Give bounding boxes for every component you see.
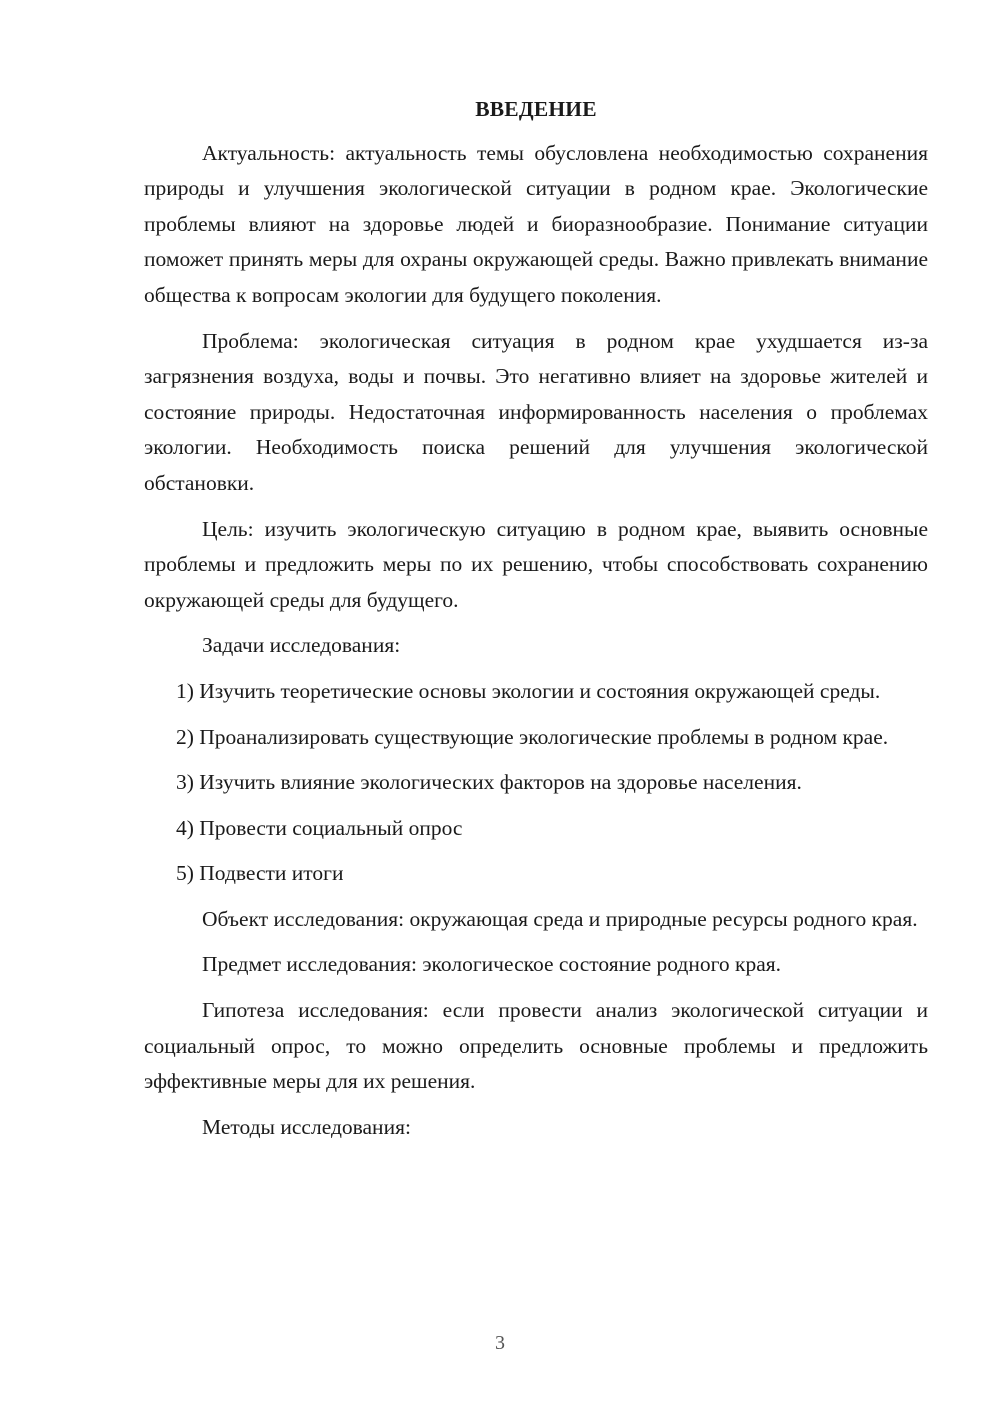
problem-paragraph: Проблема: экологическая ситуация в родном крае ухудшается из-за загрязнения воздуха, воды и почвы. Это негативно влияет на здоровье жителей и состояние природы. Недостаточная информированность населения о проблемах экологии. Необходимость поиска решений для улучшения экологической обстановки. xyxy=(144,328,928,495)
task-item-2: 2) Проанализировать существующие экологические проблемы в родном крае. xyxy=(176,724,889,749)
page-number: 3 xyxy=(495,1332,505,1354)
relevance-paragraph: Актуальность: актуальность темы обусловлена необходимостью сохранения природы и улучшения экологической ситуации в родном крае. Экологические проблемы влияют на здоровье людей и биоразнообразие. Понимание ситуации поможет принять меры для охраны окружающей среды. Важно привлекать внимание общества к вопросам экологии для будущего поколения. xyxy=(144,140,928,307)
task-item-4: 4) Провести социальный опрос xyxy=(176,815,463,840)
document-page xyxy=(144,92,928,1155)
task-item-3: 3) Изучить влияние экологических факторов на здоровье населения. xyxy=(176,770,802,795)
object-paragraph: Объект исследования: окружающая среда и природные ресурсы родного края. xyxy=(202,906,918,931)
goal-paragraph: Цель: изучить экологическую ситуацию в родном крае, выявить основные проблемы и предложить меры по их решению, чтобы способствовать сохранению окружающей среды для будущего. xyxy=(144,516,928,612)
subject-paragraph: Предмет исследования: экологическое состояние родного края. xyxy=(202,952,782,977)
hypothesis-paragraph: Гипотеза исследования: если провести анализ экологической ситуации и социальный опрос, то можно определить основные проблемы и предложить эффективные меры для их решения. xyxy=(144,998,928,1094)
methods-heading: Методы исследования: xyxy=(202,1114,411,1139)
tasks-heading: Задачи исследования: xyxy=(202,633,401,658)
task-item-1: 1) Изучить теоретические основы экологии и состояния окружающей среды. xyxy=(176,678,881,703)
task-item-5: 5) Подвести итоги xyxy=(176,861,344,886)
section-title: ВВЕДЕНИЕ xyxy=(475,97,597,121)
